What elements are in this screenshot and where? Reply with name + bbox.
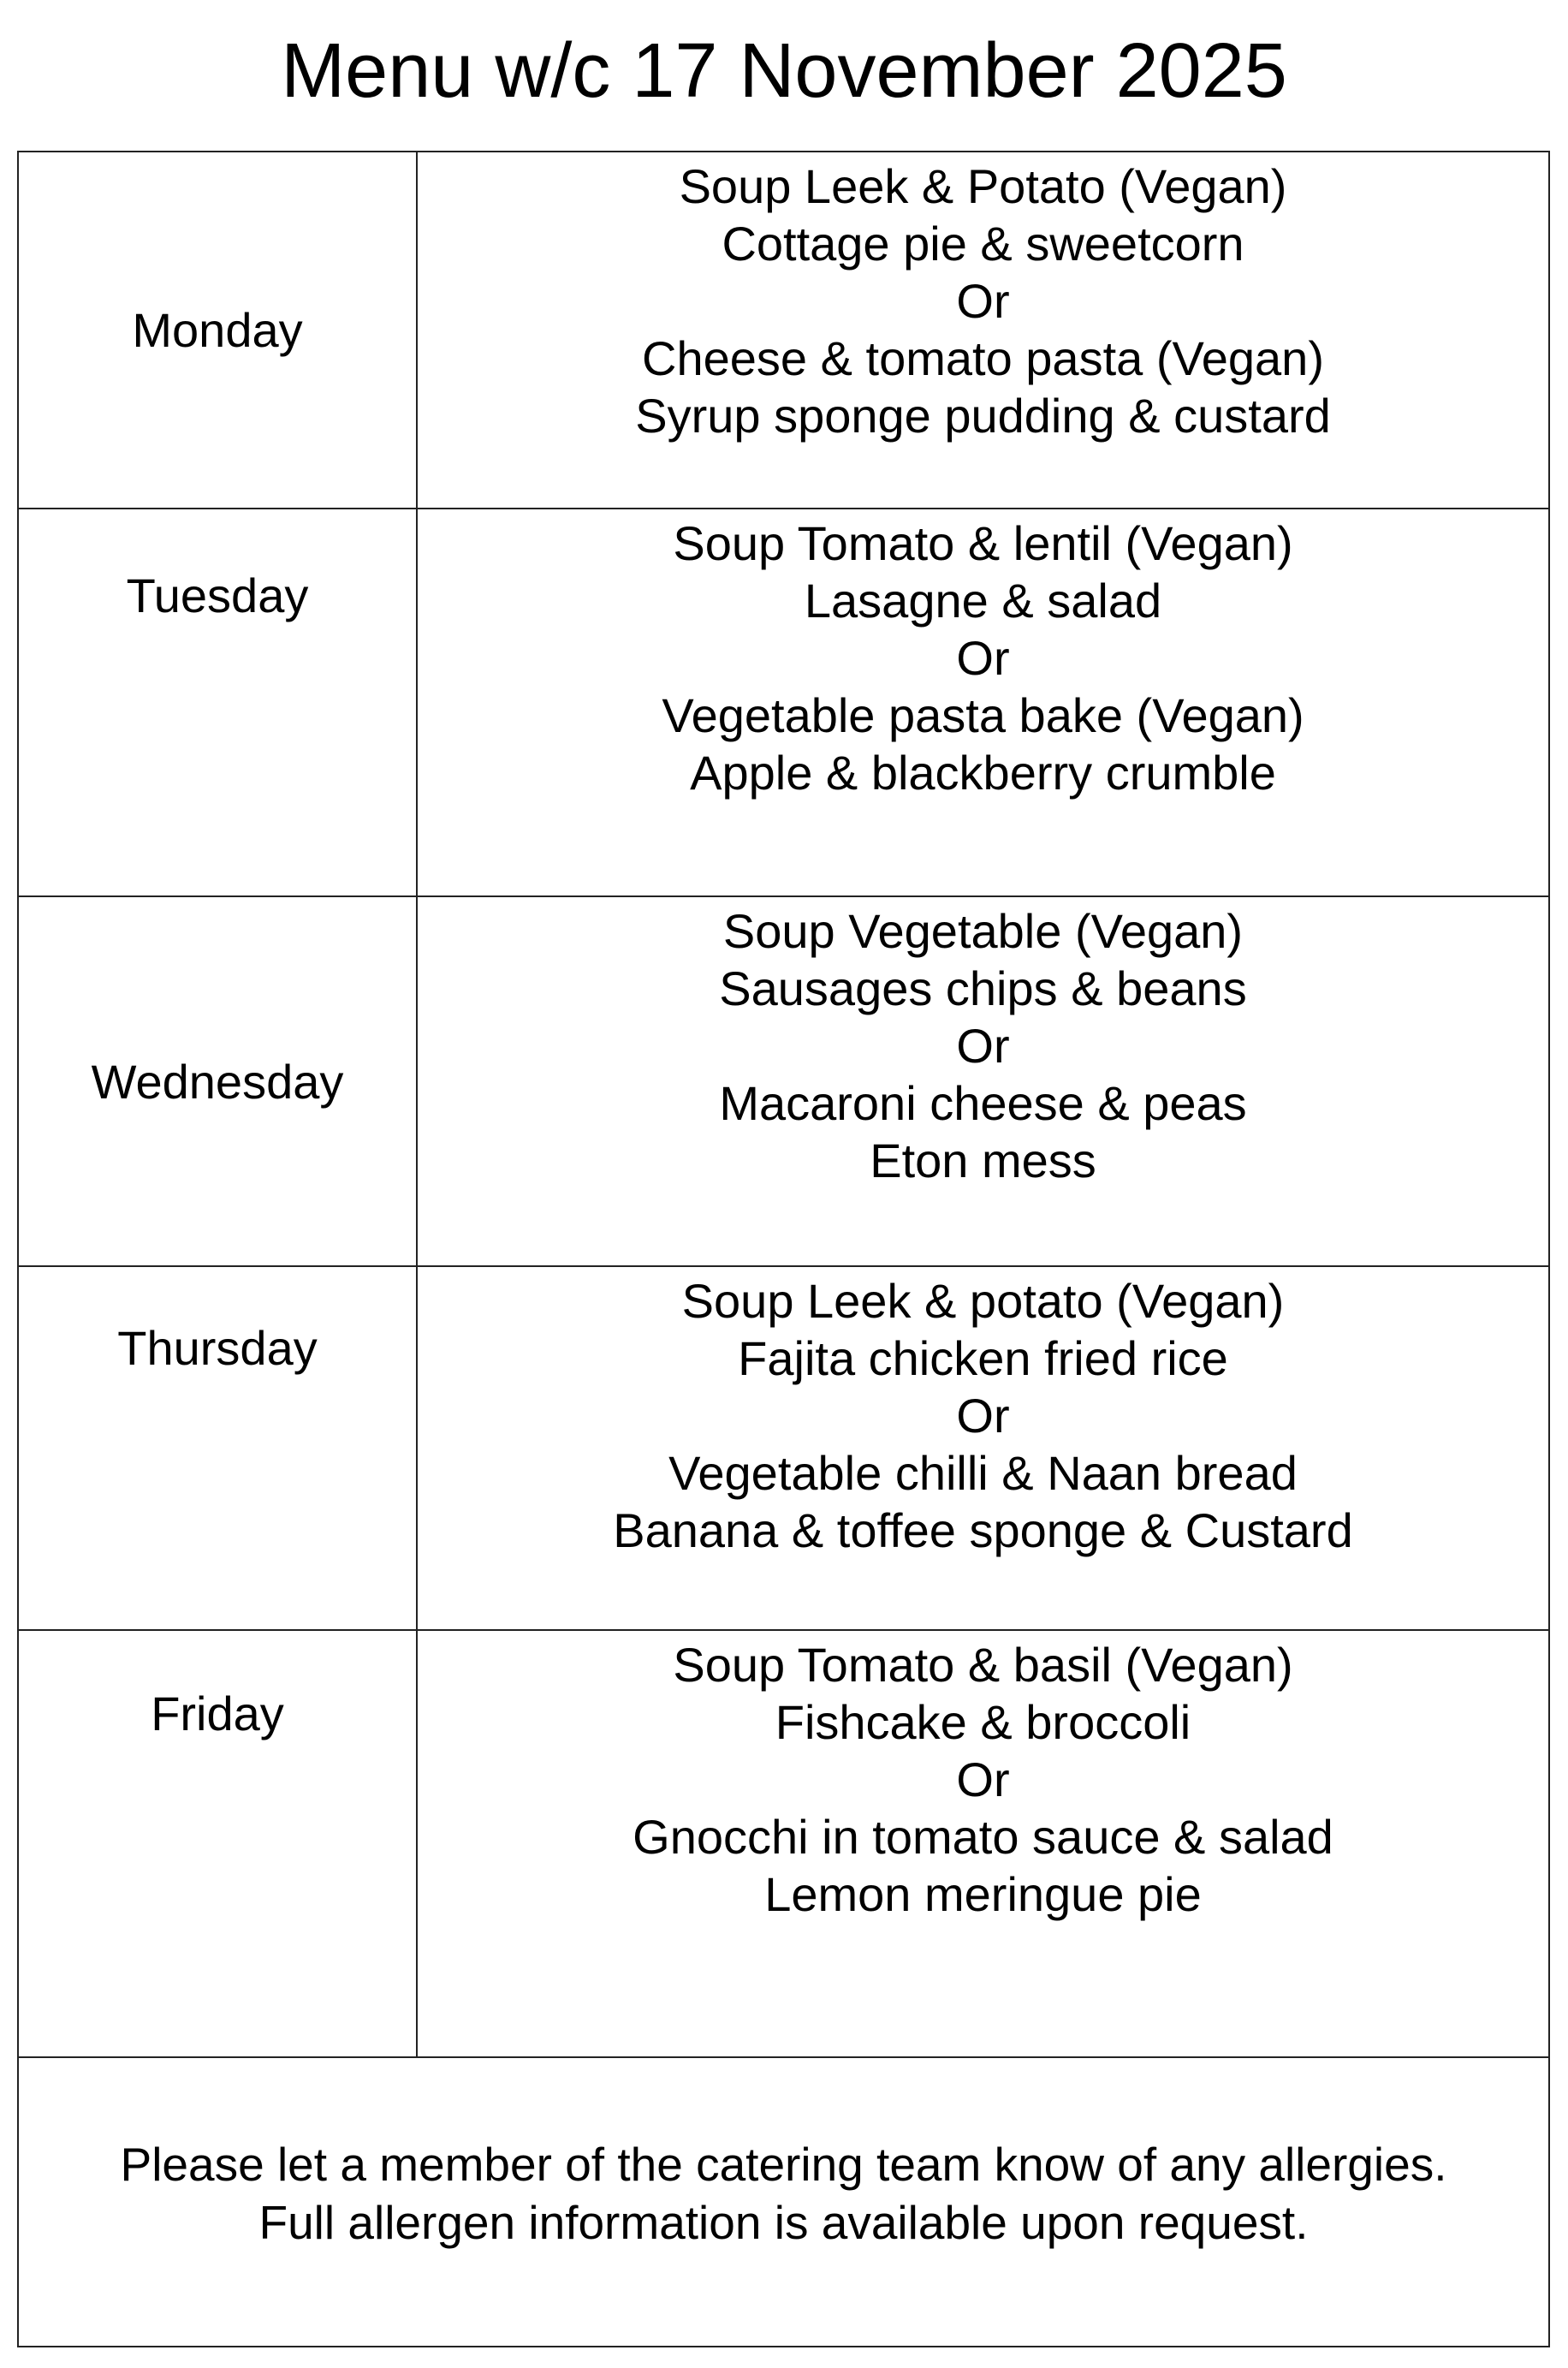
dish-item: Or (956, 1389, 1010, 1443)
day-label: Monday (19, 152, 418, 508)
dish-item: Fishcake & broccoli (775, 1695, 1191, 1749)
dish-item: Eton mess (870, 1133, 1096, 1187)
dish-item: Cheese & tomato pasta (Vegan) (642, 331, 1324, 385)
menu-row-friday (19, 1631, 1548, 2058)
dish-item: Macaroni cheese & peas (719, 1076, 1247, 1130)
dish-item: Soup Leek & potato (Vegan) (681, 1274, 1285, 1328)
dishes-list (418, 1631, 1548, 2056)
dish-item: Syrup sponge pudding & custard (635, 389, 1331, 443)
dish-item: Lemon meringue pie (764, 1867, 1202, 1921)
day-label: Thursday (19, 1267, 418, 1629)
dish-item: Soup Leek & Potato (Vegan) (679, 159, 1287, 213)
menu-table (17, 151, 1550, 2347)
dish-item: Lasagne & salad (804, 574, 1162, 628)
dishes-list (418, 897, 1548, 1265)
dishes-list (418, 152, 1548, 508)
dish-item: Soup Tomato & lentil (Vegan) (673, 516, 1293, 570)
dish-item: Soup Vegetable (Vegan) (722, 904, 1244, 958)
dish-item: Fajita chicken fried rice (738, 1331, 1228, 1385)
dishes-list (418, 1267, 1548, 1629)
dish-item: Or (956, 274, 1010, 328)
day-label: Friday (19, 1631, 418, 2056)
dish-item: Or (956, 1019, 1010, 1073)
dish-item: Soup Tomato & basil (Vegan) (673, 1638, 1293, 1692)
dish-item: Vegetable pasta bake (Vegan) (662, 688, 1304, 742)
dish-item: Banana & toffee sponge & Custard (613, 1503, 1353, 1557)
menu-row-tuesday (19, 509, 1548, 897)
allergen-info-line: Full allergen information is available upon request. (258, 2196, 1309, 2249)
dishes-list (418, 509, 1548, 895)
allergy-notice-line: Please let a member of the catering team know of any allergies. (120, 2138, 1447, 2191)
menu-row-wednesday (19, 897, 1548, 1267)
day-label: Tuesday (19, 509, 418, 895)
dish-item: Apple & blackberry crumble (690, 746, 1276, 800)
page-title: Menu w/c 17 November 2025 (281, 28, 1287, 114)
dish-item: Gnocchi in tomato sauce & salad (633, 1810, 1333, 1864)
menu-row-monday (19, 152, 1548, 509)
dish-item: Sausages chips & beans (719, 961, 1247, 1015)
menu-row-thursday (19, 1267, 1548, 1631)
allergy-notice (19, 2058, 1548, 2346)
dish-item: Or (956, 631, 1010, 685)
dish-item: Cottage pie & sweetcorn (722, 217, 1244, 271)
dish-item: Vegetable chilli & Naan bread (668, 1446, 1298, 1500)
day-label: Wednesday (19, 897, 418, 1265)
dish-item: Or (956, 1752, 1010, 1806)
